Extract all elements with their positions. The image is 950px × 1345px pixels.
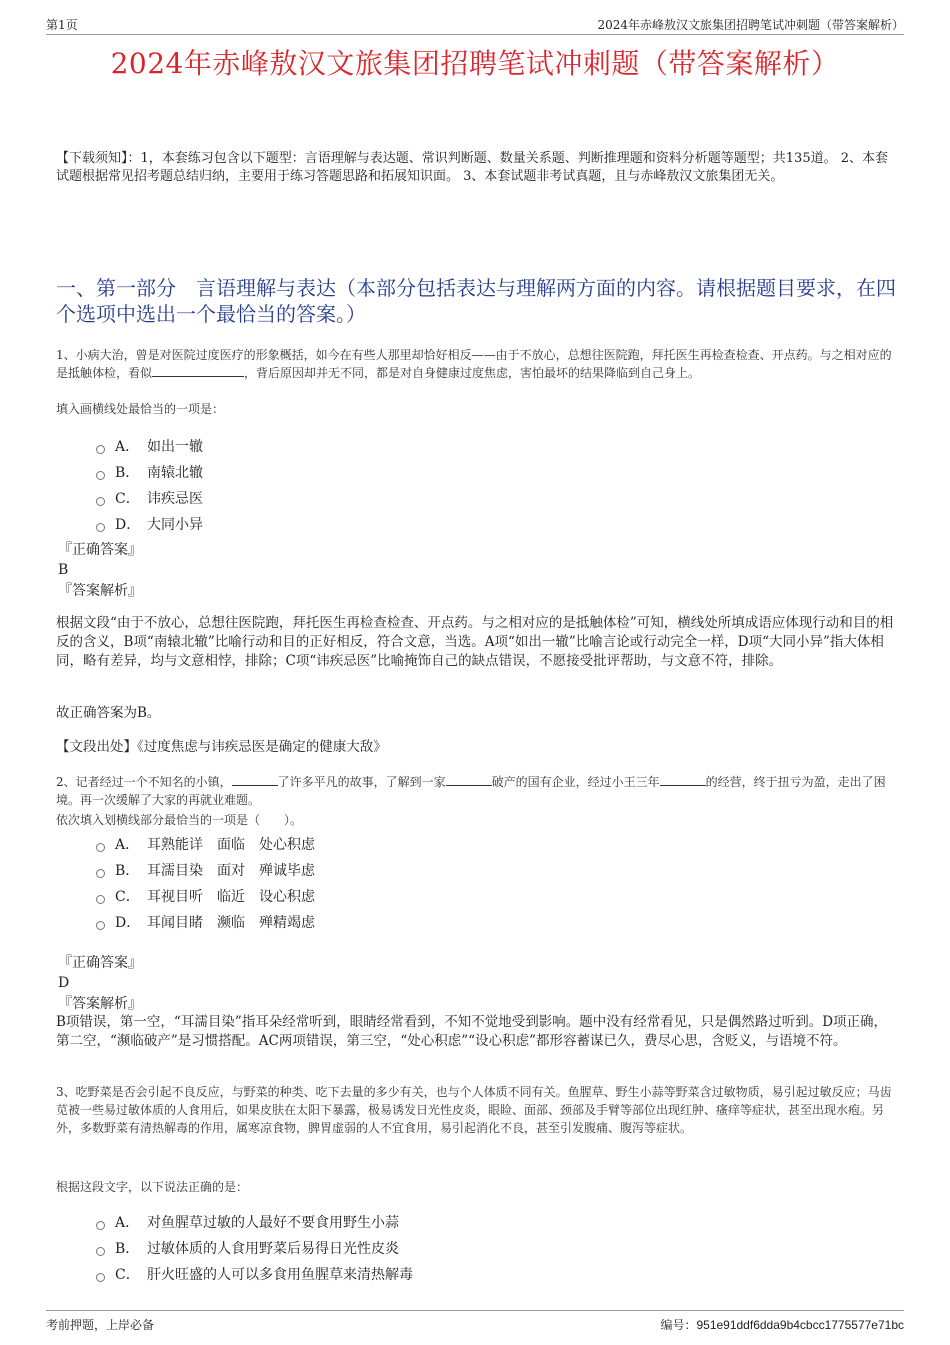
option-c[interactable]: C． 耳视目听 临近 设心积虑 <box>96 883 315 909</box>
radio-icon[interactable] <box>96 497 105 506</box>
option-c[interactable]: C． 讳疾忌医 <box>96 485 203 511</box>
source-reference: 【文段出处】《过度焦虑与讳疾忌医是确定的健康大敌》 <box>56 739 387 755</box>
option-c[interactable]: C． 肝火旺盛的人可以多食用鱼腥草来清热解毒 <box>96 1261 413 1287</box>
answer-label: 『正确答案』 <box>58 955 142 971</box>
analysis-label: 『答案解析』 <box>58 996 142 1012</box>
question-3-text: 3、吃野菜是否会引起不良反应，与野菜的种类、吃下去量的多少有关，也与个人体质不同有关。鱼腥草、野生小蒜等野菜含过敏物质，易引起过敏反应；马齿苋被一些易过敏体质的人食用后，如果皮肤在太阳下暴露，极易诱发日光性皮炎，眼睑、面部、颈部及手臂等部位出现红肿、瘙痒等症状，甚至出现水疱。另外，多数野菜有清热解毒的作用，属寒凉食物，脾胃虚弱的人不宜食用，易引起消化不良，甚至引发腹痛、腹泻等症状。 <box>56 1085 892 1135</box>
answer-value: D <box>58 975 70 991</box>
section-heading: 一、第一部分 言语理解与表达（本部分包括表达与理解两方面的内容。请根据题目要求，在四个选项中选出一个最恰当的答案。） <box>56 276 896 326</box>
question-3-prompt: 根据这段文字，以下说法正确的是： <box>56 1180 249 1194</box>
option-b[interactable]: B． 过敏体质的人食用野菜后易得日光性皮炎 <box>96 1235 413 1261</box>
footer-slogan: 考前押题，上岸必备 <box>46 1318 155 1332</box>
radio-icon[interactable] <box>96 1221 105 1230</box>
page-number-label: 第1页 <box>46 18 78 32</box>
option-a[interactable]: A． 对鱼腥草过敏的人最好不要食用野生小蒜 <box>96 1209 413 1235</box>
download-notice: 【下载须知】：1，本套练习包含以下题型：言语理解与表达题、常识判断题、数量关系题、判断推理题和资料分析题等题型；共135道。 2、本套试题根据常见招考题总结归纳，主要用于练习答题思路和拓展知识面。 3、本套试题非考试真题，且与赤峰敖汉文旅集团无关。 <box>56 151 888 184</box>
question-2-text: 2、记者经过一个不知名的小镇， 了许多平凡的故事，了解到一家 破产的国有企业，经过小王三年 的经营，终于扭亏为盈，走出了困境。再一次缓解了大家的再就业难题。 <box>56 775 886 807</box>
question-3-options <box>96 1209 413 1287</box>
fill-blank <box>232 773 278 786</box>
answer-label: 『正确答案』 <box>58 542 142 558</box>
analysis-text: B项错误，第一空，“耳濡目染”指耳朵经常听到，眼睛经常看到，不知不觉地受到影响。题中没有经常看见，只是偶然路过听到。D项正确，第二空，“濒临破产”是习惯搭配。AC两项错误，第三空，“处心积虑”“设心积虑”都形容蓄谋已久，费尽心思，含贬义，与语境不符。 <box>56 1014 888 1049</box>
radio-icon[interactable] <box>96 471 105 480</box>
radio-icon[interactable] <box>96 869 105 878</box>
question-1-text: 1、小病大治，曾是对医院过度医疗的形象概括，如今在有些人那里却恰好相反——由于不放心，总想往医院跑，拜托医生再检查检查、开点药。与之相对应的是抵触体检，看似 ，背后原因却并无不同，都是对自身健康过度焦虑，害怕最坏的结果降临到自己身上。 <box>56 348 892 380</box>
question-1-options <box>96 433 203 537</box>
option-d[interactable]: D． 大同小异 <box>96 511 203 537</box>
radio-icon[interactable] <box>96 1247 105 1256</box>
option-a[interactable]: A． 耳熟能详 面临 处心积虑 <box>96 831 315 857</box>
radio-icon[interactable] <box>96 523 105 532</box>
document-code: 编号：951e91ddf6dda9b4cbcc1775577e71bc <box>660 1318 904 1332</box>
header-doc-title: 2024年赤峰敖汉文旅集团招聘笔试冲刺题（带答案解析） <box>597 18 904 32</box>
question-2-options <box>96 831 315 935</box>
answer-value: B <box>58 562 69 578</box>
option-a[interactable]: A． 如出一辙 <box>96 433 203 459</box>
option-b[interactable]: B． 耳濡目染 面对 殚诚毕虑 <box>96 857 315 883</box>
page-header <box>46 14 904 35</box>
radio-icon[interactable] <box>96 445 105 454</box>
option-b[interactable]: B． 南辕北辙 <box>96 459 203 485</box>
analysis-text: 根据文段“由于不放心，总想往医院跑，拜托医生再检查检查、开点药。与之相对应的是抵触体检”可知，横线处所填成语应体现行动和目的相反的含义，B项“南辕北辙”比喻行动和目的正好相反，符合文意，当选。A项“如出一辙”比喻言论或行动完全一样，D项“大同小异”指大体相同，略有差异，均与文意相悖，排除；C项“讳疾忌医”比喻掩饰自己的缺点错误，不愿接受批评帮助，与文意不符，排除。 <box>56 615 894 669</box>
radio-icon[interactable] <box>96 921 105 930</box>
radio-icon[interactable] <box>96 895 105 904</box>
question-1-prompt: 填入画横线处最恰当的一项是： <box>56 402 225 416</box>
radio-icon[interactable] <box>96 843 105 852</box>
analysis-label: 『答案解析』 <box>58 583 142 599</box>
page-title: 2024年赤峰敖汉文旅集团招聘笔试冲刺题（带答案解析） <box>110 47 840 80</box>
fill-blank <box>446 773 492 786</box>
fill-blank <box>152 364 244 377</box>
fill-blank <box>660 773 706 786</box>
page-footer <box>46 1310 904 1333</box>
radio-icon[interactable] <box>96 1273 105 1282</box>
analysis-conclusion: 故正确答案为B。 <box>56 705 161 721</box>
option-d[interactable]: D． 耳闻目睹 濒临 殚精竭虑 <box>96 909 315 935</box>
question-2-prompt: 依次填入划横线部分最恰当的一项是（ ）。 <box>56 813 303 827</box>
